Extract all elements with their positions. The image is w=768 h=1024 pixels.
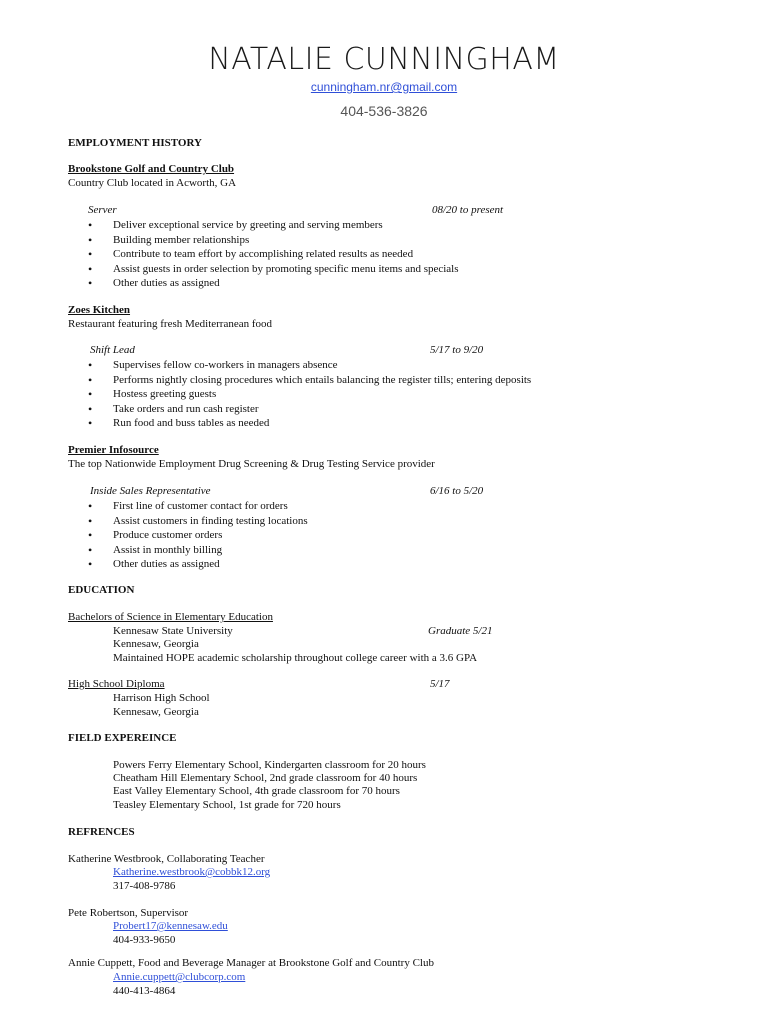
field-experience-item: Teasley Elementary School, 1st grade for 720 hours xyxy=(113,799,341,811)
degree-date: Graduate 5/21 xyxy=(428,625,493,637)
duty-item: • Assist customers in finding testing locations xyxy=(88,514,308,529)
duty-item: • Other duties as assigned xyxy=(88,276,459,291)
job-duties-list xyxy=(88,358,531,431)
job-dates: 08/20 to present xyxy=(432,204,504,216)
reference-email-link[interactable]: Probert17@kennesaw.edu xyxy=(113,920,228,932)
duty-item: • Building member relationships xyxy=(88,233,459,248)
job-role: Inside Sales Representative xyxy=(90,485,211,497)
job-company: Brookstone Golf and Country Club xyxy=(68,163,235,175)
reference-email-link[interactable]: Katherine.westbrook@cobbk12.org xyxy=(113,866,271,878)
job-dates: 5/17 to 9/20 xyxy=(430,344,484,356)
duty-item: • Deliver exceptional service by greeting and serving members xyxy=(88,218,459,233)
reference-phone: 317-408-9786 xyxy=(113,880,176,892)
field-experience-item: Powers Ferry Elementary School, Kindergarten classroom for 20 hours xyxy=(113,759,426,771)
references-heading: REFRENCES xyxy=(68,826,135,838)
school-name: Kennesaw State University xyxy=(113,625,233,637)
job-description: The top Nationwide Employment Drug Screening & Drug Testing Service provider xyxy=(68,458,435,470)
job-company: Zoes Kitchen xyxy=(68,304,131,316)
school-name: Harrison High School xyxy=(113,692,210,704)
job-role: Shift Lead xyxy=(90,344,135,356)
duty-item: • Assist in monthly billing xyxy=(88,543,308,558)
degree-title: Bachelors of Science in Elementary Education xyxy=(68,611,273,623)
reference-email-link[interactable]: Annie.cuppett@clubcorp.com xyxy=(113,971,246,983)
job-duties-list xyxy=(88,218,459,291)
degree-date: 5/17 xyxy=(430,678,450,690)
field-experience-item: Cheatham Hill Elementary School, 2nd grade classroom for 40 hours xyxy=(113,772,418,784)
job-role: Server xyxy=(88,204,117,216)
duty-item: • Contribute to team effort by accomplishing related results as needed xyxy=(88,247,459,262)
field-experience-item: East Valley Elementary School, 4th grade classroom for 70 hours xyxy=(113,785,400,797)
job-company: Premier Infosource xyxy=(68,444,159,456)
header-phone: 404-536-3826 xyxy=(340,103,428,119)
school-location: Kennesaw, Georgia xyxy=(113,638,199,650)
reference-name: Katherine Westbrook, Collaborating Teacher xyxy=(68,853,265,865)
duty-item: • Take orders and run cash register xyxy=(88,402,531,417)
job-duties-list xyxy=(88,499,308,572)
job-dates: 6/16 to 5/20 xyxy=(430,485,484,497)
degree-title: High School Diploma xyxy=(68,678,165,690)
duty-item: • Produce customer orders xyxy=(88,528,308,543)
reference-phone: 440-413-4864 xyxy=(113,985,176,997)
job-description: Country Club located in Acworth, GA xyxy=(68,177,237,189)
reference-name: Annie Cuppett, Food and Beverage Manager at Brookstone Golf and Country Club xyxy=(68,957,434,969)
duty-item: • Supervises fellow co-workers in managers absence xyxy=(88,358,531,373)
duty-item: • Assist guests in order selection by promoting specific menu items and specials xyxy=(88,262,459,277)
duty-item: • Hostess greeting guests xyxy=(88,387,531,402)
job-description: Restaurant featuring fresh Mediterranean food xyxy=(68,318,273,330)
employment-heading: EMPLOYMENT HISTORY xyxy=(68,137,202,149)
reference-phone: 404-933-9650 xyxy=(113,934,176,946)
candidate-name: NATALIE CUNNINGHAM xyxy=(208,42,560,77)
degree-note: Maintained HOPE academic scholarship throughout college career with a 3.6 GPA xyxy=(113,652,478,664)
header-email-link[interactable]: cunningham.nr@gmail.com xyxy=(310,80,458,94)
education-heading: EDUCATION xyxy=(68,584,135,596)
duty-item: • Other duties as assigned xyxy=(88,557,308,572)
reference-name: Pete Robertson, Supervisor xyxy=(68,907,189,919)
duty-item: • Run food and buss tables as needed xyxy=(88,416,531,431)
school-location: Kennesaw, Georgia xyxy=(113,706,199,718)
field-experience-heading: FIELD EXPEREINCE xyxy=(68,732,177,744)
duty-item: • First line of customer contact for orders xyxy=(88,499,308,514)
duty-item: • Performs nightly closing procedures which entails balancing the register tills; entering deposits xyxy=(88,373,531,388)
